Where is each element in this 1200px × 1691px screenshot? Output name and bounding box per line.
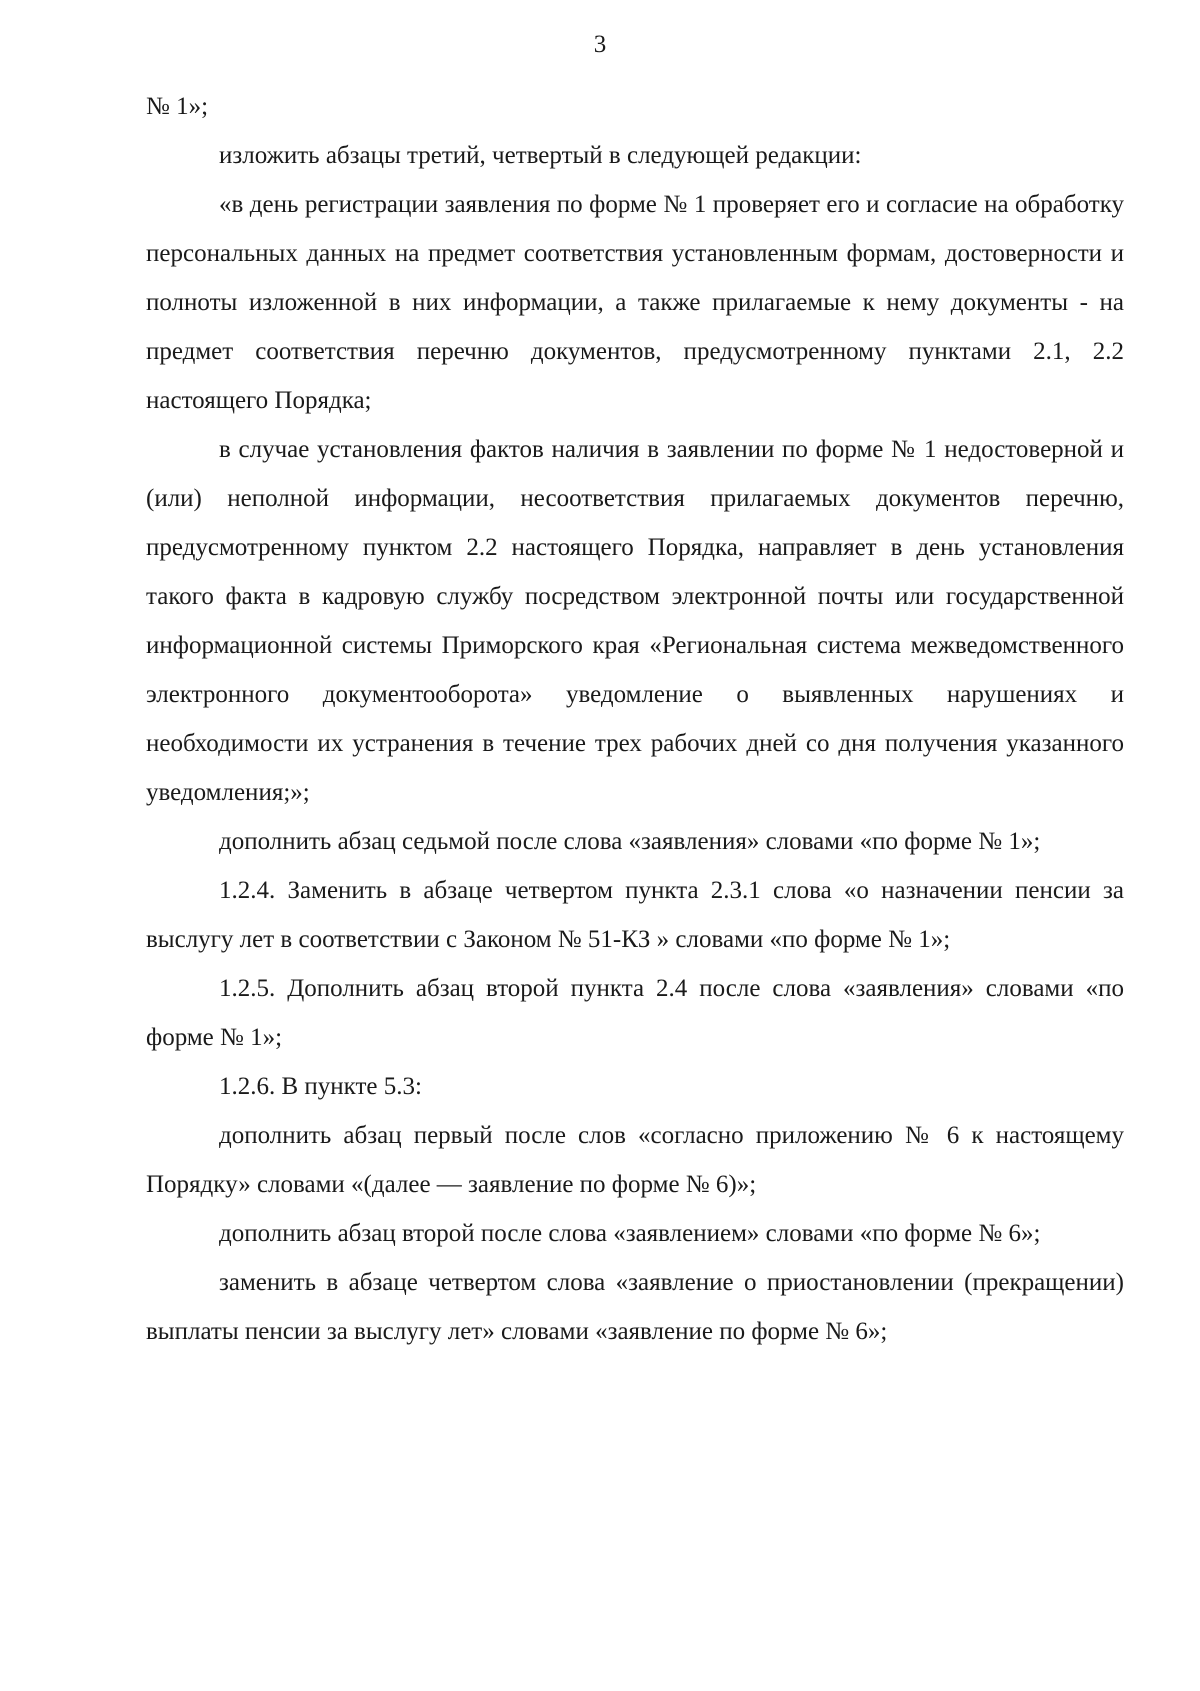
- paragraph: дополнить абзац второй после слова «заявлением» словами «по форме № 6»;: [219, 1220, 1041, 1247]
- page-number: 3: [593, 31, 607, 58]
- paragraph: дополнить абзац первый после слов «согласно приложению № 6 к настоящему Порядку» словами «(далее — заявление по форме № 6)»;: [146, 1122, 1124, 1198]
- paragraph: изложить абзацы третий, четвертый в следующей редакции:: [219, 142, 862, 169]
- document-body: [146, 82, 1124, 1356]
- paragraph: 1.2.5. Дополнить абзац второй пункта 2.4 после слова «заявления» словами «по форме № 1»;: [146, 975, 1124, 1051]
- paragraph: заменить в абзаце четвертом слова «заявление о приостановлении (прекращении) выплаты пенсии за выслугу лет» словами «заявление по форме № 6»;: [146, 1269, 1124, 1345]
- paragraph: 1.2.6. В пункте 5.3:: [219, 1073, 422, 1100]
- paragraph: дополнить абзац седьмой после слова «заявления» словами «по форме № 1»;: [219, 828, 1041, 855]
- paragraph: «в день регистрации заявления по форме № 1 проверяет его и согласие на обработку персональных данных на предмет соответствия установленным формам, достоверности и полноты изложенной в них информации, а также прилагаемые к нему документы - на предмет соответствия перечню документов, предусмотренному пунктами 2.1, 2.2 настоящего Порядка;: [146, 191, 1124, 414]
- paragraph: № 1»;: [146, 93, 209, 120]
- paragraph: 1.2.4. Заменить в абзаце четвертом пункта 2.3.1 слова «о назначении пенсии за выслугу лет в соответствии с Законом № 51-КЗ » словами «по форме № 1»;: [146, 877, 1124, 953]
- paragraph: в случае установления фактов наличия в заявлении по форме № 1 недостоверной и (или) неполной информации, несоответствия прилагаемых документов перечню, предусмотренному пунктом 2.2 настоящего Порядка, направляет в день установления такого факта в кадровую службу посредством электронной почты или государственной информационной системы Приморского края «Региональная система межведомственного электронного документооборота» уведомление о выявленных нарушениях и необходимости их устранения в течение трех рабочих дней со дня получения указанного уведомления;»;: [146, 436, 1124, 806]
